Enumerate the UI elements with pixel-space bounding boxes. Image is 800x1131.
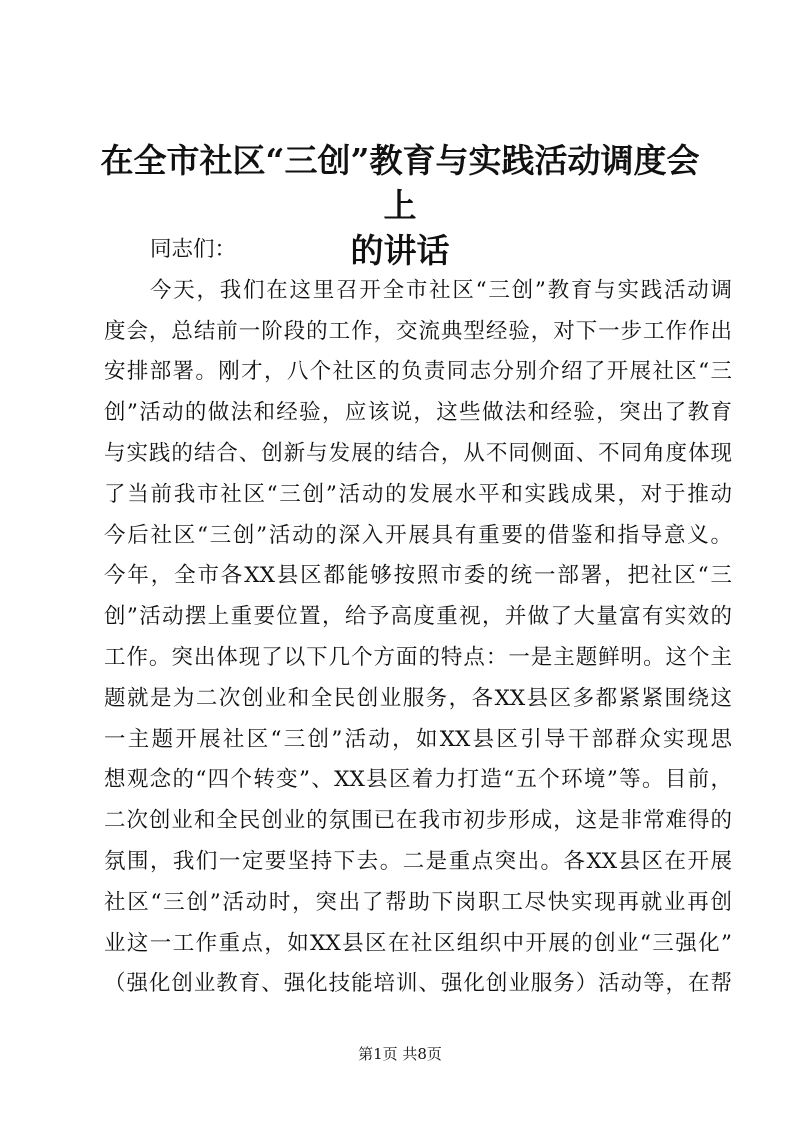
body-line: 今天，我们在这里召开全市社区“三创”教育与实践活动调 xyxy=(150,277,732,303)
body-line: 业这一工作重点，如XX县区在社区组织中开展的创业“三强化” xyxy=(104,930,732,956)
title-line-2: 的讲话 xyxy=(350,231,450,270)
page-footer xyxy=(0,1044,800,1064)
page-indicator: 第1页 共8页 xyxy=(358,1045,442,1063)
body-line: 今年，全市各XX县区都能够按照市委的统一部署，把社区“三 xyxy=(104,563,732,589)
body-line: 工作。突出体现了以下几个方面的特点：一是主题鲜明。这个主 xyxy=(104,644,732,670)
body-line: 二次创业和全民创业的氛围已在我市初步形成，这是非常难得的 xyxy=(104,808,732,834)
body-line: 想观念的“四个转变”、XX县区着力打造“五个环境”等。目前， xyxy=(104,767,732,793)
body-line: 创”活动摆上重要位置，给予高度重视，并做了大量富有实效的 xyxy=(104,604,732,630)
title-line-1: 在全市社区“三创”教育与实践活动调度会上 xyxy=(100,141,700,225)
salutation: 同志们： xyxy=(150,237,237,262)
body-line: 创”活动的做法和经验，应该说，这些做法和经验，突出了教育 xyxy=(104,400,732,426)
body-line: 氛围，我们一定要坚持下去。二是重点突出。各XX县区在开展 xyxy=(104,848,732,874)
body-line: 今后社区“三创”活动的深入开展具有重要的借鉴和指导意义。 xyxy=(104,522,732,548)
body-line: （强化创业教育、强化技能培训、强化创业服务）活动等，在帮 xyxy=(104,971,732,997)
body-line: 了当前我市社区“三创”活动的发展水平和实践成果，对于推动 xyxy=(104,481,732,507)
body-line: 题就是为二次创业和全民创业服务，各XX县区多都紧紧围绕这 xyxy=(104,685,732,711)
body-line: 与实践的结合、创新与发展的结合，从不同侧面、不同角度体现 xyxy=(104,440,732,466)
body-line: 度会，总结前一阶段的工作，交流典型经验，对下一步工作作出 xyxy=(104,318,732,344)
body-line: 社区“三创”活动时，突出了帮助下岗职工尽快实现再就业再创 xyxy=(104,889,732,915)
body-line: 一主题开展社区“三创”活动，如XX县区引导干部群众实现思 xyxy=(104,726,732,752)
body-line: 安排部署。刚才，八个社区的负责同志分别介绍了开展社区“三 xyxy=(104,359,732,385)
document-body xyxy=(104,230,744,1005)
